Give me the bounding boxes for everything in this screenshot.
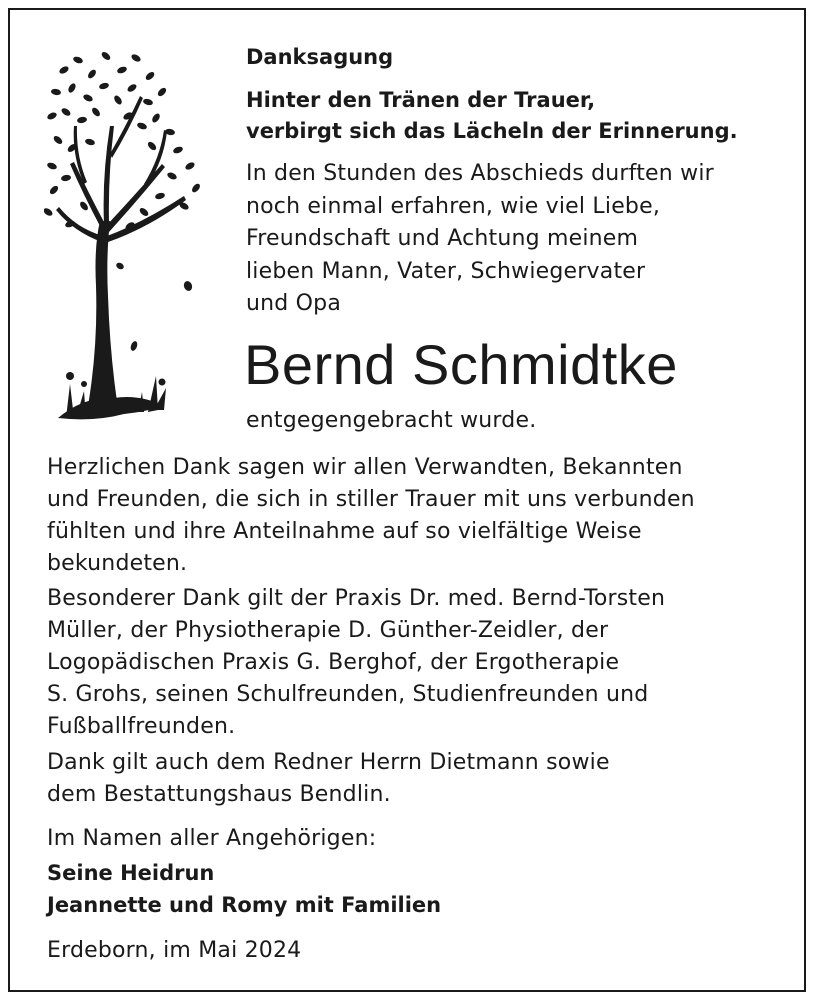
paragraph1-line-2: und Freunden, die sich in stiller Trauer mit uns verbunden xyxy=(47,487,695,512)
heading: Danksagung xyxy=(246,45,394,69)
paragraph2-line-4: S. Grohs, seinen Schulfreunden, Studienfreunden und xyxy=(47,682,649,707)
intro-line-2: noch einmal erfahren, wie viel Liebe, xyxy=(246,193,661,219)
tree-icon xyxy=(44,46,212,428)
paragraph1-line-4: bekundeten. xyxy=(47,551,188,576)
signoff: Im Namen aller Angehörigen: xyxy=(47,826,377,851)
family-line-2: Jeannette und Romy mit Familien xyxy=(47,893,442,917)
paragraph3-line-1: Dank gilt auch dem Redner Herrn Dietmann sowie xyxy=(47,750,610,775)
intro-line-1: In den Stunden des Abschieds durften wir xyxy=(246,161,714,186)
intro-line-3: Freundschaft und Achtung meinem xyxy=(246,226,639,251)
deceased-name: Bernd Schmidtke xyxy=(244,333,678,396)
paragraph2-line-1: Besonderer Dank gilt der Praxis Dr. med. Bernd-Torsten xyxy=(47,586,666,611)
place-date: Erdeborn, im Mai 2024 xyxy=(47,938,302,963)
intro-line-4: lieben Mann, Vater, Schwiegervater xyxy=(246,258,646,284)
paragraph2-line-3: Logopädischen Praxis G. Berghof, der Ergotherapie xyxy=(47,650,620,675)
paragraph1-line-1: Herzlichen Dank sagen wir allen Verwandten, Bekannten xyxy=(47,455,683,480)
paragraph2-line-2: Müller, der Physiotherapie D. Günther-Zeidler, der xyxy=(47,618,609,643)
paragraph3-line-2: dem Bestattungshaus Bendlin. xyxy=(47,782,391,807)
paragraph1-line-3: fühlten und ihre Anteilnahme auf so vielfältige Weise xyxy=(47,519,642,544)
paragraph2-line-5: Fußballfreunden. xyxy=(47,714,236,739)
after-name-text: entgegengebracht wurde. xyxy=(246,408,537,433)
quote-line-1: Hinter den Tränen der Trauer, xyxy=(246,88,596,112)
quote-line-2: verbirgt sich das Lächeln der Erinnerung. xyxy=(246,119,738,143)
intro-line-5: und Opa xyxy=(246,291,342,316)
family-line-1: Seine Heidrun xyxy=(47,861,215,885)
